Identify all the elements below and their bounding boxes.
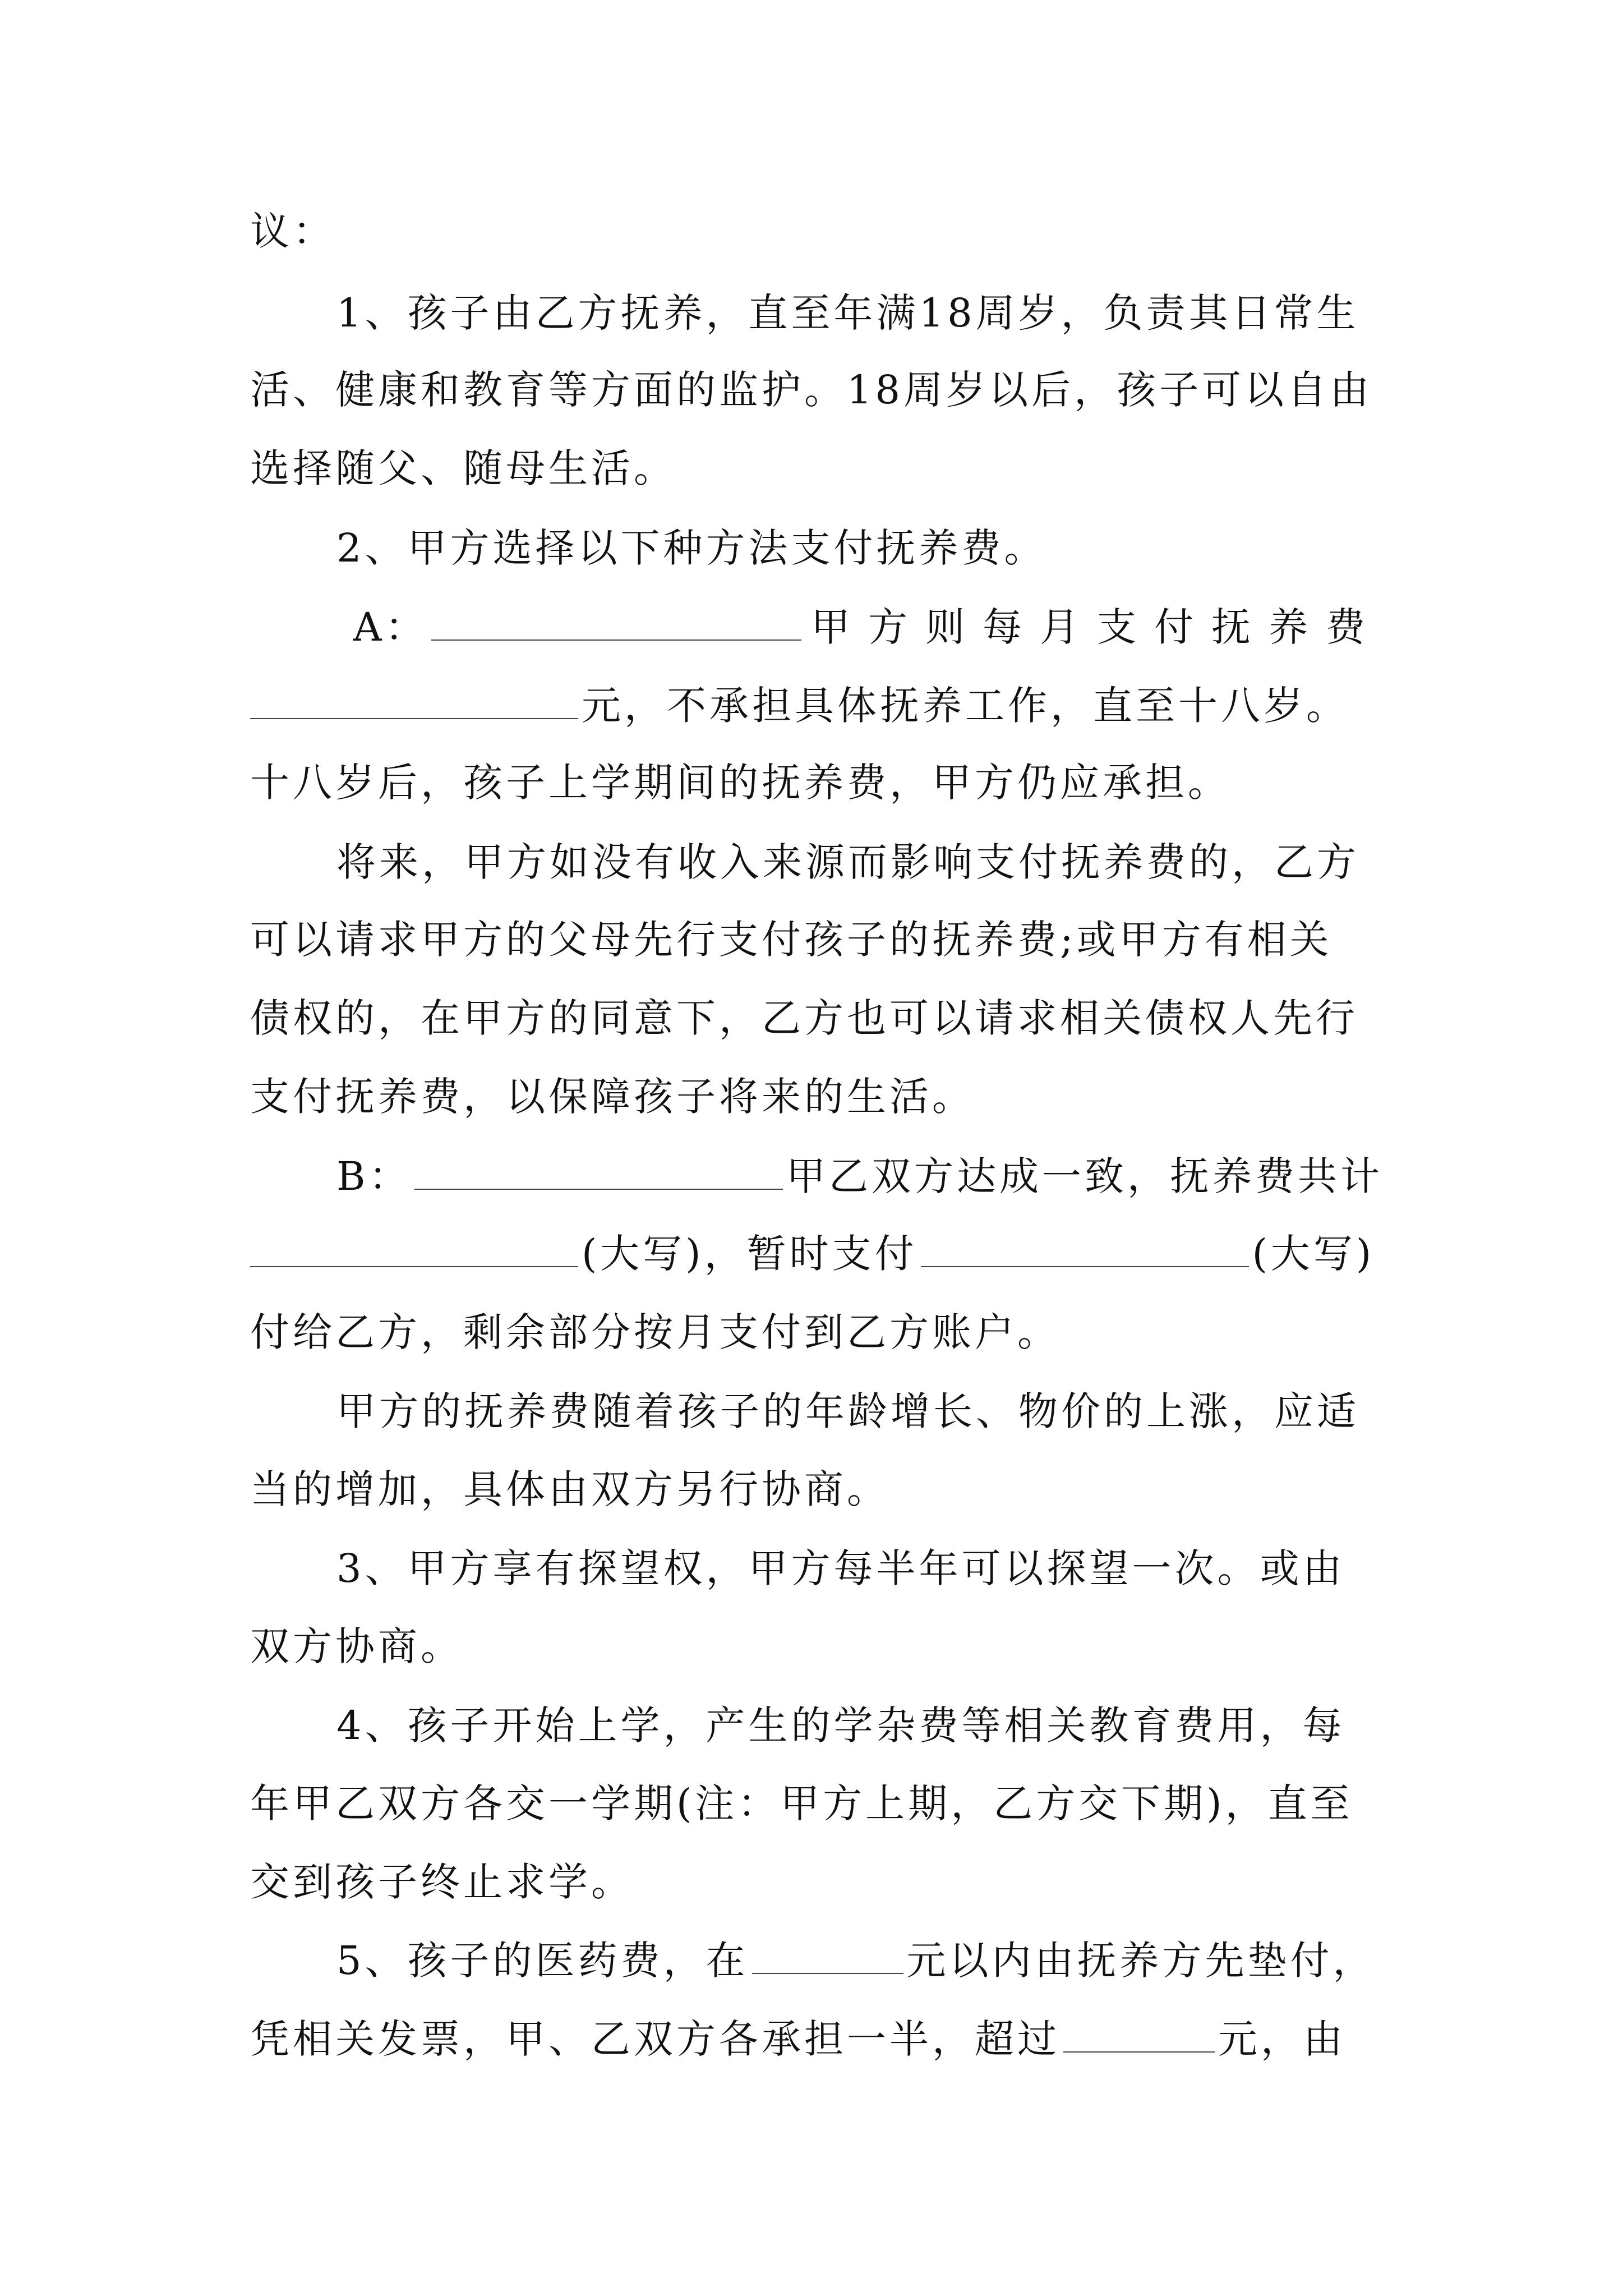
line-text: 凭相关发票，甲、乙双方各承担一半，超过 bbox=[250, 2016, 1060, 2062]
line-text: 4、孩子开始上学，产生的学杂费等相关教育费用，每 bbox=[336, 1703, 1345, 1749]
line-text: 债权的，在甲方的同意下，乙方也可以请求相关债权人先行 bbox=[250, 995, 1358, 1041]
line-text: 3、甲方享有探望权，甲方每半年可以探望一次。或由 bbox=[336, 1545, 1345, 1591]
line-text: 甲方则每月支付抚养费 bbox=[811, 604, 1383, 650]
line-text: (大写) bbox=[1252, 1231, 1375, 1277]
text-line bbox=[250, 990, 1383, 1046]
text-line bbox=[250, 1069, 1383, 1125]
text-line bbox=[250, 1461, 1383, 1517]
blank-field[interactable] bbox=[1063, 2018, 1215, 2053]
blank-field[interactable] bbox=[752, 1939, 903, 1974]
text-line bbox=[250, 1226, 1383, 1282]
text-line bbox=[336, 1932, 1383, 1989]
option-b-label: B： bbox=[336, 1153, 412, 1199]
line-text: 5、孩子的医药费，在 bbox=[336, 1938, 749, 1984]
text-line bbox=[336, 1383, 1383, 1439]
line-text: 元以内由抚养方先垫付， bbox=[906, 1938, 1376, 1984]
text-line bbox=[336, 1697, 1383, 1754]
line-text: 甲乙双方达成一致，抚养费共计 bbox=[786, 1153, 1383, 1199]
line-text: 交到孩子终止求学。 bbox=[250, 1859, 634, 1905]
line-text: 当的增加，具体由双方另行协商。 bbox=[250, 1466, 889, 1512]
line-text: 活、健康和教育等方面的监护。18周岁以后，孩子可以自由 bbox=[250, 367, 1373, 413]
text-line bbox=[250, 678, 1383, 734]
text-line bbox=[336, 834, 1383, 890]
option-a-line bbox=[353, 599, 1383, 655]
line-text: 甲方的抚养费随着孩子的年龄增长、物价的上涨，应适 bbox=[336, 1388, 1359, 1434]
text-line bbox=[250, 1618, 1383, 1674]
line-text: 1、孩子由乙方抚养，直至年满18周岁，负责其日常生 bbox=[336, 290, 1359, 336]
line-text: 付给乙方，剩余部分按月支付到乙方账户。 bbox=[250, 1309, 1060, 1355]
line-text: 可以请求甲方的父母先行支付孩子的抚养费;或甲方有相关 bbox=[250, 917, 1332, 963]
line-text: (大写)，暂时支付 bbox=[582, 1231, 917, 1277]
text-line bbox=[250, 203, 1383, 259]
blank-field[interactable] bbox=[414, 1155, 783, 1190]
text-line bbox=[250, 440, 1383, 496]
line-text: 议： bbox=[250, 208, 335, 254]
line-text: 十八岁后，孩子上学期间的抚养费，甲方仍应承担。 bbox=[250, 760, 1230, 806]
blank-field[interactable] bbox=[431, 606, 801, 641]
text-line bbox=[336, 1540, 1383, 1596]
line-text: 双方协商。 bbox=[250, 1623, 463, 1669]
text-line bbox=[250, 1854, 1383, 1910]
blank-field[interactable] bbox=[250, 684, 578, 719]
line-text: 将来，甲方如没有收入来源而影响支付抚养费的，乙方 bbox=[336, 839, 1359, 885]
line-text: 元，由 bbox=[1218, 2016, 1346, 2062]
text-line bbox=[250, 912, 1383, 968]
line-text: 元，不承担具体抚养工作，直至十八岁。 bbox=[582, 683, 1349, 729]
blank-field[interactable] bbox=[250, 1232, 578, 1267]
text-line bbox=[250, 2011, 1383, 2067]
text-line bbox=[250, 362, 1383, 418]
line-text: 选择随父、随母生活。 bbox=[250, 445, 676, 491]
option-b-line bbox=[336, 1148, 1383, 1204]
text-line bbox=[336, 520, 1383, 576]
blank-field[interactable] bbox=[921, 1232, 1249, 1267]
line-text: 2、甲方选择以下种方法支付抚养费。 bbox=[336, 525, 1047, 571]
option-a-label: A： bbox=[353, 604, 428, 650]
line-text: 支付抚养费，以保障孩子将来的生活。 bbox=[250, 1074, 975, 1120]
text-line bbox=[250, 1304, 1383, 1360]
text-line bbox=[336, 285, 1383, 341]
line-text: 年甲乙双方各交一学期(注：甲方上期，乙方交下期)，直至 bbox=[250, 1780, 1353, 1826]
text-line bbox=[250, 754, 1383, 811]
text-line bbox=[250, 1775, 1383, 1832]
